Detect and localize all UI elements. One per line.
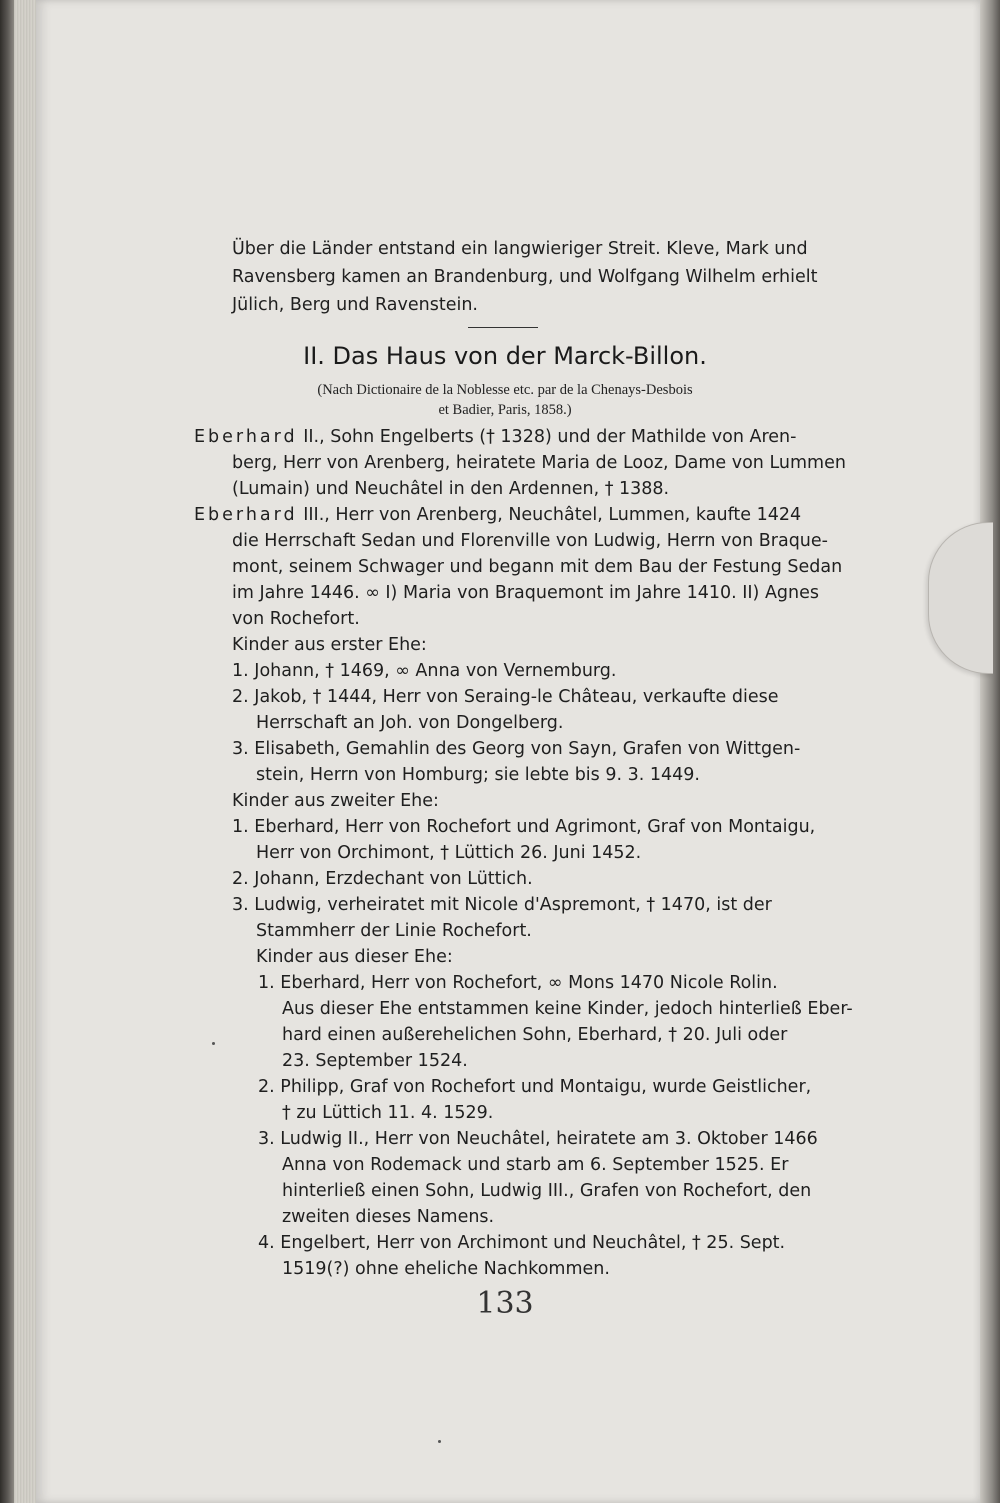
speck-mark: [212, 1042, 215, 1045]
list-number: 2.: [258, 1077, 275, 1097]
list-text: Ludwig II., Herr von Neuchâtel, heiratete am 3. Oktober 1466: [280, 1129, 818, 1149]
list-item: [258, 1230, 785, 1256]
list-number: 3.: [232, 895, 249, 915]
list-item: [232, 892, 772, 918]
page-number: 133: [476, 1286, 534, 1321]
entry-line: mont, seinem Schwager und begann mit dem Bau der Festung Sedan: [232, 557, 843, 577]
list-number: 4.: [258, 1233, 275, 1253]
entry-eberhard-ii: [194, 424, 796, 450]
source-line-2: et Badier, Paris, 1858.): [438, 402, 572, 418]
entry-eberhard-iii: [194, 502, 801, 528]
list-text: Engelbert, Herr von Archimont und Neuchâtel, † 25. Sept.: [280, 1233, 786, 1253]
list-text: Ludwig, verheiratet mit Nicole d'Aspremont, † 1470, ist der: [254, 895, 772, 915]
children-first-marriage-label: Kinder aus erster Ehe:: [232, 635, 427, 655]
page-edges: [14, 0, 38, 1503]
source-line-1: (Nach Dictionaire de la Noblesse etc. par de la Chenays-Desbois: [317, 382, 693, 398]
list-continuation: Aus dieser Ehe entstammen keine Kinder, jedoch hinterließ Eber-: [282, 999, 853, 1019]
list-item: [232, 736, 800, 762]
book-binding: [0, 0, 14, 1503]
list-item: [232, 814, 815, 840]
list-text: Philipp, Graf von Rochefort und Montaigu, wurde Geistlicher,: [280, 1077, 812, 1097]
list-number: 3.: [258, 1129, 275, 1149]
entry-text: III., Herr von Arenberg, Neuchâtel, Lummen, kaufte 1424: [303, 505, 802, 525]
list-continuation: Stammherr der Linie Rochefort.: [256, 921, 532, 941]
list-continuation: Herrschaft an Joh. von Dongelberg.: [256, 713, 564, 733]
intro-line-3: Jülich, Berg und Ravenstein.: [232, 295, 478, 315]
list-number: 2.: [232, 869, 249, 889]
intro-line-1: Über die Länder entstand ein langwieriger Streit. Kleve, Mark und: [232, 239, 808, 259]
list-number: 1.: [232, 817, 249, 837]
list-continuation: hard einen außerehelichen Sohn, Eberhard, † 20. Juli oder: [282, 1025, 788, 1045]
list-item: [232, 658, 616, 684]
list-continuation: stein, Herrn von Homburg; sie lebte bis 9. 3. 1449.: [256, 765, 700, 785]
list-continuation: 23. September 1524.: [282, 1051, 468, 1071]
entry-line: (Lumain) und Neuchâtel in den Ardennen, † 1388.: [232, 479, 670, 499]
list-continuation: hinterließ einen Sohn, Ludwig III., Grafen von Rochefort, den: [282, 1181, 812, 1201]
intro-line-2: Ravensberg kamen an Brandenburg, und Wolfgang Wilhelm erhielt: [232, 267, 818, 287]
speck-mark: [438, 1440, 441, 1443]
entry-line: im Jahre 1446. ∞ I) Maria von Braquemont im Jahre 1410. II) Agnes: [232, 583, 820, 603]
list-number: 1.: [232, 661, 249, 681]
list-continuation: Anna von Rodemack und starb am 6. September 1525. Er: [282, 1155, 789, 1175]
list-number: 1.: [258, 973, 275, 993]
list-text: Eberhard, Herr von Rochefort und Agrimont, Graf von Montaigu,: [254, 817, 816, 837]
children-this-marriage-label: Kinder aus dieser Ehe:: [256, 947, 453, 967]
list-continuation: 1519(?) ohne eheliche Nachkommen.: [282, 1259, 610, 1279]
list-item: [258, 970, 778, 996]
entry-line: die Herrschaft Sedan und Florenville von Ludwig, Herrn von Braque-: [232, 531, 828, 551]
section-divider: [468, 327, 538, 328]
list-text: Elisabeth, Gemahlin des Georg von Sayn, Grafen von Wittgen-: [254, 739, 801, 759]
entry-text: II., Sohn Engelberts († 1328) und der Mathilde von Aren-: [303, 427, 797, 447]
list-text: Eberhard, Herr von Rochefort, ∞ Mons 1470 Nicole Rolin.: [280, 973, 778, 993]
list-item: [232, 684, 778, 710]
list-item: [258, 1126, 818, 1152]
list-text: Johann, Erzdechant von Lüttich.: [254, 869, 533, 889]
list-continuation: † zu Lüttich 11. 4. 1529.: [282, 1103, 494, 1123]
section-heading: II. Das Haus von der Marck-Billon.: [303, 342, 707, 370]
page-right-edge: [980, 0, 1000, 1503]
list-text: Johann, † 1469, ∞ Anna von Vernemburg.: [254, 661, 617, 681]
list-item: [258, 1074, 811, 1100]
children-second-marriage-label: Kinder aus zweiter Ehe:: [232, 791, 439, 811]
list-continuation: zweiten dieses Namens.: [282, 1207, 495, 1227]
list-continuation: Herr von Orchimont, † Lüttich 26. Juni 1452.: [256, 843, 642, 863]
entry-name: Eberhard: [194, 505, 298, 525]
list-text: Jakob, † 1444, Herr von Seraing-le Château, verkaufte diese: [254, 687, 779, 707]
list-number: 2.: [232, 687, 249, 707]
list-item: [232, 866, 533, 892]
entry-line: von Rochefort.: [232, 609, 360, 629]
entry-name: Eberhard: [194, 427, 298, 447]
entry-line: berg, Herr von Arenberg, heiratete Maria de Looz, Dame von Lummen: [232, 453, 846, 473]
list-number: 3.: [232, 739, 249, 759]
